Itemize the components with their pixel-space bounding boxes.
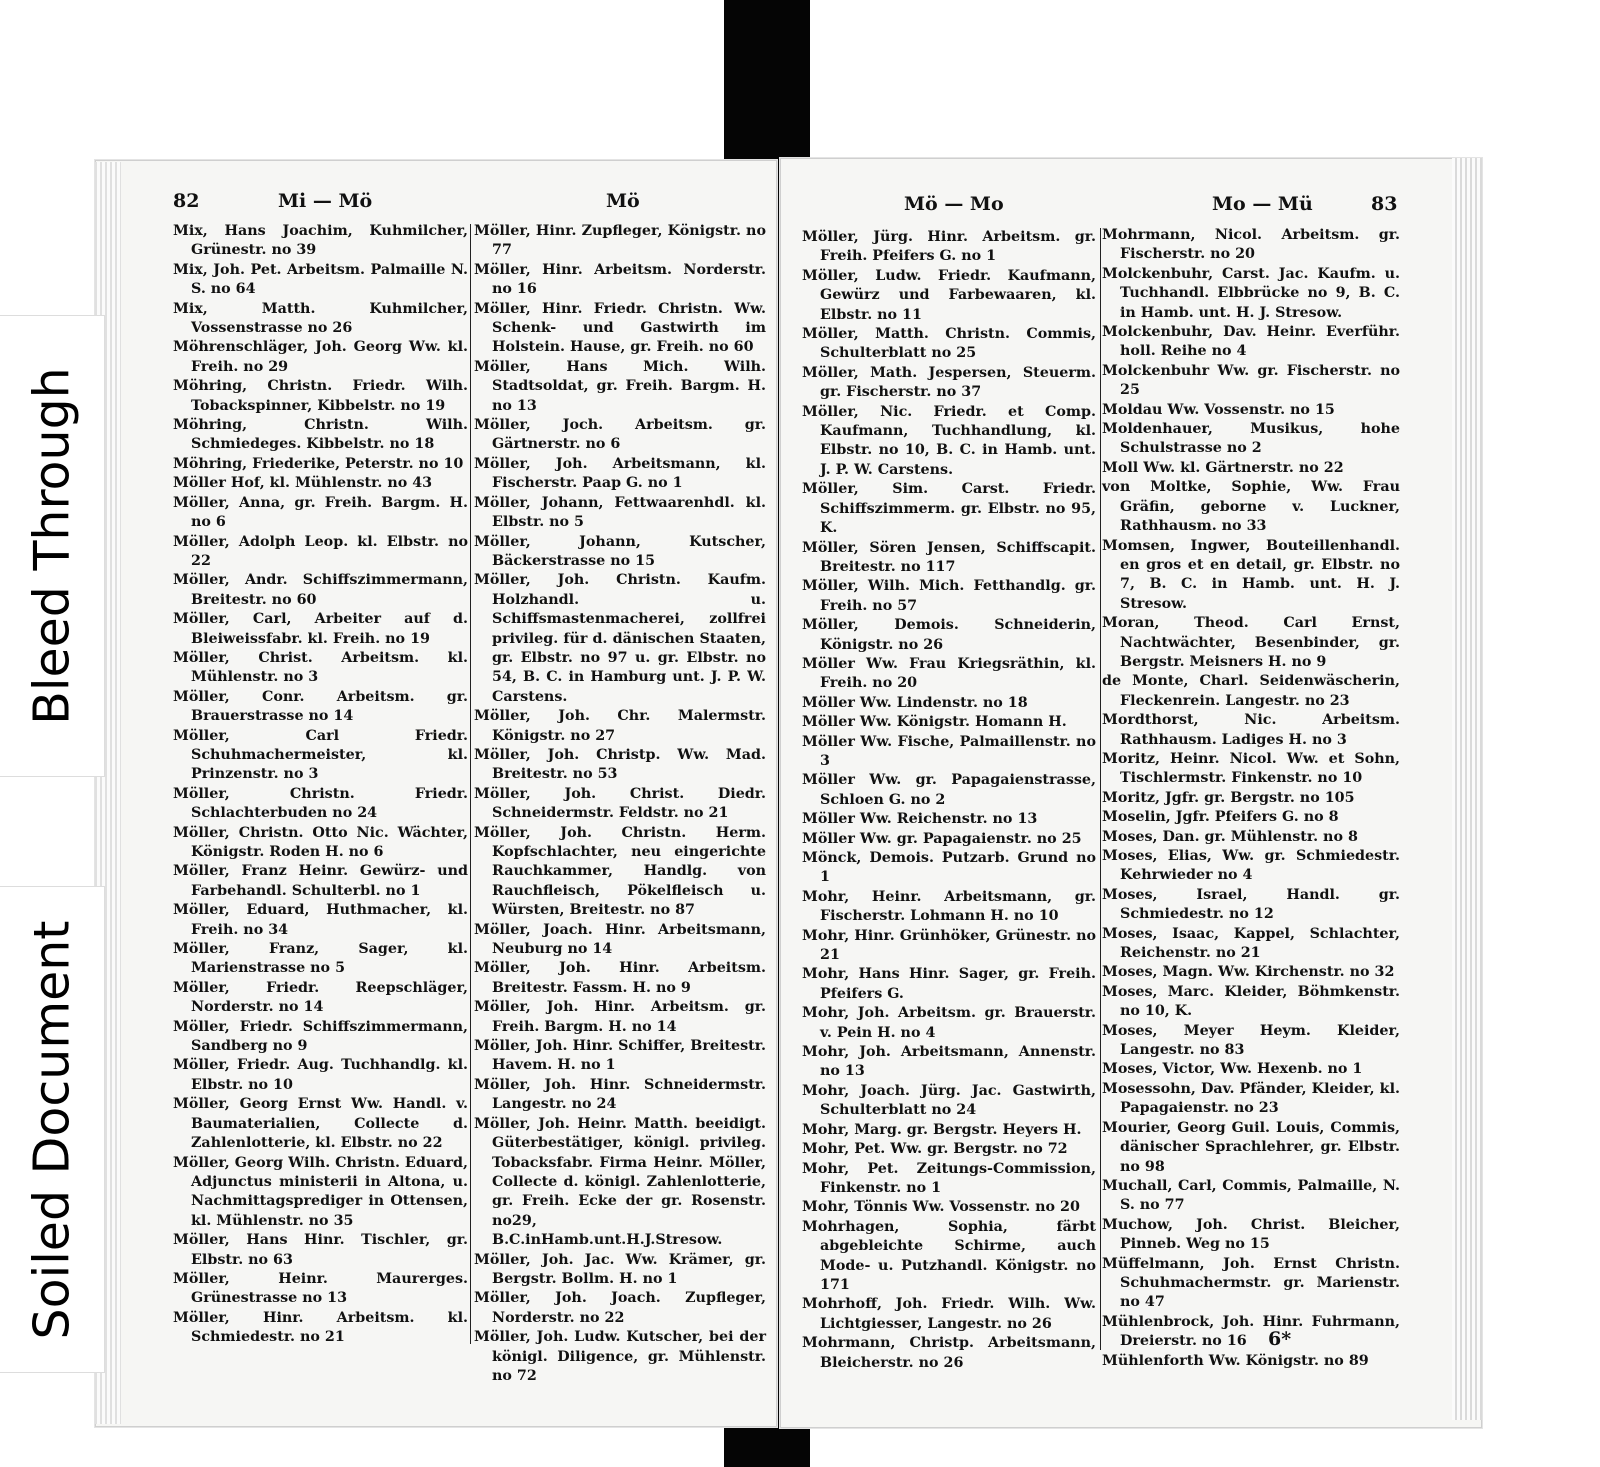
directory-entry: Möller, Franz, Sager, kl. Marienstrasse no 5 (173, 941, 468, 977)
directory-entry: Möller, Georg Ernst Ww. Handl. v. Baumaterialien, Collecte d. Zahlenlotterie, kl. Elbstr. no 22 (173, 1096, 468, 1152)
signature-mark: 6* (1268, 1328, 1292, 1350)
directory-entry: Möller, Carl, Arbeiter auf d. Bleiweissfabr. kl. Freih. no 19 (173, 611, 468, 647)
soiled-document-tag (0, 886, 105, 1373)
directory-entry: Mönck, Demois. Putzarb. Grund no 1 (802, 850, 1096, 886)
directory-entry: Möller, Joh. Christn. Herm. Kopfschlachter, neu eingerichte Rauchkammer, Handlg. von Rauchfleisch, Pökelfleisch u. Würsten, Breitestr. no 87 (474, 824, 766, 919)
directory-entry: Moses, Meyer Heym. Kleider, Langestr. no 83 (1102, 1022, 1400, 1059)
directory-entry: Möller, Christn. Otto Nic. Wächter, Königstr. Roden H. no 6 (173, 824, 468, 860)
directory-entry: Mix, Matth. Kuhmilcher, Vossenstrasse no 26 (173, 300, 468, 337)
directory-entry: Moses, Victor, Ww. Hexenb. no 1 (1102, 1061, 1363, 1078)
directory-entry: Möller, Carl Friedr. Schuhmachermeister, kl. Prinzenstr. no 3 (173, 727, 468, 783)
directory-entry: Möller, Joh. Christp. Ww. Mad. Breitestr. no 53 (474, 746, 766, 783)
directory-entry: Müffelmann, Joh. Ernst Christn. Schuhmachermstr. gr. Marienstr. no 47 (1102, 1255, 1400, 1311)
directory-entry: Möller, Hinr. Arbeitsm. kl. Schmiedestr. no 21 (173, 1309, 468, 1346)
directory-entry: Moses, Marc. Kleider, Böhmkenstr. no 10, K. (1102, 983, 1400, 1020)
directory-entry: Möller Ww. Königstr. Homann H. (802, 714, 1067, 731)
directory-entry: Momsen, Ingwer, Bouteillenhandl. en gros et en detail, gr. Elbstr. no 7, B. C. in Hamb. unt. H. J. Stresow. (1102, 537, 1400, 612)
directory-entry: Möller, Hans Hinr. Tischler, gr. Elbstr. no 63 (173, 1232, 468, 1268)
bleed-through-tag (0, 315, 105, 777)
directory-entry: Möller Ww. Fische, Palmaillenstr. no 3 (802, 733, 1096, 769)
directory-entry: Möller, Adolph Leop. kl. Elbstr. no 22 (173, 533, 468, 569)
directory-entry: Moses, Magn. Ww. Kirchenstr. no 32 (1102, 964, 1395, 981)
directory-entry: Möller, Sim. Carst. Friedr. Schiffszimmerm. gr. Elbstr. no 95, K. (802, 481, 1096, 537)
directory-entry: Moses, Israel, Handl. gr. Schmiedestr. no 12 (1102, 886, 1400, 923)
directory-entry: Möller, Joh. Heinr. Matth. beeidigt. Güterbestätiger, königl. privileg. Tobacksfabr. Firma Heinr. Möller, Collecte d. königl. Zahlenlotterie, gr. Freih. Ecke der gr. Rosenstr. no29, B.C.inHamb.unt.H.J.Stresow. (474, 1115, 766, 1249)
directory-entry: Mohr, Hans Hinr. Sager, gr. Freih. Pfeifers G. (802, 966, 1096, 1002)
directory-entry: Moses, Elias, Ww. gr. Schmiedestr. Kehrwieder no 4 (1102, 848, 1400, 884)
directory-entry: Möhrenschläger, Joh. Georg Ww. kl. Freih. no 29 (173, 339, 468, 375)
directory-entry: Möller, Ludw. Friedr. Kaufmann, Gewürz und Farbewaaren, kl. Elbstr. no 11 (802, 267, 1096, 323)
directory-entry: Möller, Joh. Christn. Kaufm. Holzhandl. u. Schiffsmastenmacherei, zollfrei privileg. für d. dänischen Staaten, gr. Elbstr. no 97 u. gr. Elbstr. no 54, B. C. in Hamburg unt. J. P. W. Carstens. (474, 572, 766, 705)
directory-entry: Muchall, Carl, Commis, Palmaille, N. S. no 77 (1102, 1177, 1400, 1214)
right-page-edge (1452, 158, 1482, 1420)
directory-entry: de Monte, Charl. Seidenwäscherin, Fleckenrein. Langestr. no 23 (1102, 673, 1400, 709)
directory-entry: Möller, Friedr. Aug. Tuchhandlg. kl. Elbstr. no 10 (173, 1057, 468, 1093)
directory-entry: Möller, Joh. Chr. Malermstr. Königstr. no 27 (474, 708, 766, 744)
directory-entry: Mohrmann, Nicol. Arbeitsm. gr. Fischerstr. no 20 (1102, 227, 1400, 263)
column-rule (1100, 228, 1101, 1350)
directory-entry: Möller, Joh. Hinr. Schneidermstr. Langestr. no 24 (474, 1076, 766, 1113)
directory-entry: Möller, Hinr. Arbeitsm. Norderstr. no 16 (474, 261, 766, 298)
directory-entry: Möller, Demois. Schneiderin, Königstr. no 26 (802, 617, 1096, 653)
left-header-range: Mi — Mö (278, 190, 373, 212)
directory-entry: Möller, Andr. Schiffszimmermann, Breitestr. no 60 (173, 572, 468, 608)
directory-entry: Möller Hof, kl. Mühlenstr. no 43 (173, 475, 433, 492)
directory-entry: Moselin, Jgfr. Pfeifers G. no 8 (1102, 809, 1339, 826)
directory-entry: Möller, Nic. Friedr. et Comp. Kaufmann, Tuchhandlung, kl. Elbstr. no 10, B. C. in Hamb. unt. J. P. W. Carstens. (802, 403, 1096, 478)
directory-entry: Muchow, Joh. Christ. Bleicher, Pinneb. Weg no 15 (1102, 1216, 1400, 1253)
directory-entry: Möller, Joh. Hinr. Arbeitsm. Breitestr. Fassm. H. no 9 (474, 960, 766, 996)
directory-entry: Mohr, Marg. gr. Bergstr. Heyers H. (802, 1121, 1082, 1138)
directory-entry: Möller, Heinr. Maurerges. Grünestrasse no 13 (173, 1270, 468, 1307)
right-column-1 (802, 228, 1096, 1373)
directory-entry: Mohr, Tönnis Ww. Vossenstr. no 20 (802, 1199, 1080, 1216)
directory-entry: Mordthorst, Nic. Arbeitsm. Rathhausm. Ladiges H. no 3 (1102, 712, 1400, 748)
directory-entry: Möller, Math. Jespersen, Steuerm. gr. Fischerstr. no 37 (802, 364, 1096, 401)
directory-entry: Moses, Isaac, Kappel, Schlachter, Reichenstr. no 21 (1102, 925, 1400, 962)
directory-entry: Möller, Wilh. Mich. Fetthandlg. gr. Freih. no 57 (802, 578, 1096, 614)
directory-entry: Mourier, Georg Guil. Louis, Commis, dänischer Sprachlehrer, gr. Elbstr. no 98 (1102, 1119, 1400, 1175)
column-rule (470, 224, 471, 1344)
directory-entry: Möller, Jürg. Hinr. Arbeitsm. gr. Freih. Pfeifers G. no 1 (802, 229, 1096, 265)
directory-entry: Mix, Hans Joachim, Kuhmilcher, Grünestr. no 39 (173, 223, 468, 259)
directory-entry: Möller, Joh. Joach. Zupfleger, Norderstr. no 22 (474, 1290, 766, 1326)
directory-entry: Möller, Conr. Arbeitsm. gr. Brauerstrasse no 14 (173, 688, 468, 725)
directory-entry: Möller, Johann, Fettwaarenhdl. kl. Elbstr. no 5 (474, 494, 766, 531)
directory-entry: Möller, Hinr. Zupfleger, Königstr. no 77 (474, 223, 766, 259)
directory-entry: Möller Ww. gr. Papagaienstr. no 25 (802, 830, 1082, 847)
directory-entry: Moldenhauer, Musikus, hohe Schulstrasse no 2 (1102, 421, 1400, 457)
directory-entry: Möller, Christn. Friedr. Schlachterbuden no 24 (173, 785, 468, 822)
directory-entry: Möller, Hinr. Friedr. Christn. Ww. Schenk- und Gastwirth im Holstein. Hause, gr. Freih. no 60 (474, 300, 766, 356)
right-column-2 (1102, 226, 1400, 1371)
right-page-number: 83 (1371, 193, 1398, 215)
left-column-1 (173, 222, 468, 1348)
directory-entry: Möller Ww. Lindenstr. no 18 (802, 694, 1028, 711)
directory-entry: Mosessohn, Dav. Pfänder, Kleider, kl. Papagaienstr. no 23 (1102, 1080, 1400, 1117)
directory-entry: Möller, Joh. Hinr. Schiffer, Breitestr. Havem. H. no 1 (474, 1038, 766, 1074)
left-page-number: 82 (173, 190, 200, 212)
directory-entry: Molckenbuhr, Dav. Heinr. Everführ. holl. Reihe no 4 (1102, 324, 1400, 360)
directory-entry: Möhring, Friederike, Peterstr. no 10 (173, 455, 464, 472)
directory-entry: Mühlenforth Ww. Königstr. no 89 (1102, 1352, 1369, 1369)
directory-entry: Möller Ww. Frau Kriegsräthin, kl. Freih. no 20 (802, 655, 1096, 692)
right-header-range: Mö — Mo (904, 193, 1004, 215)
directory-entry: Mohrhagen, Sophia, färbt abgebleichte Schirme, auch Mode- u. Putzhandl. Königstr. no 171 (802, 1218, 1096, 1293)
directory-entry: Möller, Friedr. Schiffszimmermann, Sandberg no 9 (173, 1018, 468, 1055)
directory-entry: Möller, Johann, Kutscher, Bäckerstrasse no 15 (474, 533, 766, 569)
directory-entry: Möller, Matth. Christn. Commis, Schulterblatt no 25 (802, 326, 1096, 362)
directory-entry: Mühlenbrock, Joh. Hinr. Fuhrmann, Dreierstr. no 16 (1102, 1313, 1400, 1350)
bleed-through-label: Bleed Through (23, 367, 81, 725)
directory-entry: Möller, Franz Heinr. Gewürz- und Farbehandl. Schulterbl. no 1 (173, 863, 468, 899)
directory-entry: Mohr, Joh. Arbeitsmann, Annenstr. no 13 (802, 1044, 1096, 1080)
directory-entry: Möller, Joch. Arbeitsm. gr. Gärtnerstr. no 6 (474, 417, 766, 453)
soiled-document-label: Soiled Document (23, 920, 81, 1339)
left-header-second: Mö (606, 190, 640, 212)
directory-entry: Möller, Hans Mich. Wilh. Stadtsoldat, gr. Freih. Bargm. H. no 13 (474, 358, 766, 414)
directory-entry: Möller, Joh. Hinr. Arbeitsm. gr. Freih. Bargm. H. no 14 (474, 999, 766, 1035)
directory-entry: Mohr, Joh. Arbeitsm. gr. Brauerstr. v. Pein H. no 4 (802, 1005, 1096, 1041)
directory-entry: Mohr, Hinr. Grünhöker, Grünestr. no 21 (802, 927, 1097, 964)
directory-entry: Moses, Dan. gr. Mühlenstr. no 8 (1102, 828, 1358, 845)
directory-entry: Mohrhoff, Joh. Friedr. Wilh. Ww. Lichtgiesser, Langestr. no 26 (802, 1296, 1096, 1332)
left-column-2 (474, 222, 766, 1386)
directory-entry: Mohr, Pet. Zeitungs-Commission, Finkenstr. no 1 (802, 1160, 1096, 1196)
directory-entry: Mohr, Heinr. Arbeitsmann, gr. Fischerstr. Lohmann H. no 10 (802, 888, 1096, 925)
directory-entry: Möller, Joh. Jac. Ww. Krämer, gr. Bergstr. Bollm. H. no 1 (474, 1251, 766, 1287)
directory-entry: Möller, Joach. Hinr. Arbeitsmann, Neuburg no 14 (474, 921, 766, 958)
right-header-second: Mo — Mü (1212, 193, 1313, 215)
directory-entry: Moritz, Heinr. Nicol. Ww. et Sohn, Tischlermstr. Finkenstr. no 10 (1102, 750, 1400, 787)
directory-entry: Möller, Eduard, Huthmacher, kl. Freih. no 34 (173, 902, 468, 938)
directory-entry: Möller, Friedr. Reepschläger, Norderstr. no 14 (173, 979, 468, 1016)
directory-entry: Molckenbuhr Ww. gr. Fischerstr. no 25 (1102, 362, 1400, 399)
directory-entry: Möhring, Christn. Wilh. Schmiedeges. Kibbelstr. no 18 (173, 417, 468, 453)
directory-entry: Moll Ww. kl. Gärtnerstr. no 22 (1102, 459, 1344, 476)
directory-entry: Moldau Ww. Vossenstr. no 15 (1102, 401, 1335, 418)
directory-entry: Möller Ww. Reichenstr. no 13 (802, 811, 1038, 828)
directory-entry: Möller, Sören Jensen, Schiffscapit. Breitestr. no 117 (802, 539, 1096, 575)
directory-entry: Möller, Christ. Arbeitsm. kl. Mühlenstr. no 3 (173, 649, 468, 686)
directory-entry: Molckenbuhr, Carst. Jac. Kaufm. u. Tuchhandl. Elbbrücke no 9, B. C. in Hamb. unt. H. J. Stresow. (1102, 265, 1400, 321)
directory-entry: Mohr, Joach. Jürg. Jac. Gastwirth, Schulterblatt no 24 (802, 1082, 1096, 1119)
directory-entry: Möller, Joh. Arbeitsmann, kl. Fischerstr. Paap G. no 1 (474, 455, 766, 492)
directory-entry: Möller, Anna, gr. Freih. Bargm. H. no 6 (173, 494, 468, 531)
directory-entry: von Moltke, Sophie, Ww. Frau Gräfin, geborne v. Luckner, Rathhausm. no 33 (1102, 479, 1400, 535)
directory-entry: Möller, Joh. Christ. Diedr. Schneidermstr. Feldstr. no 21 (474, 785, 766, 822)
directory-entry: Möller, Joh. Ludw. Kutscher, bei der königl. Diligence, gr. Mühlenstr. no 72 (474, 1329, 766, 1384)
directory-entry: Moritz, Jgfr. gr. Bergstr. no 105 (1102, 789, 1355, 806)
directory-entry: Möhring, Christn. Friedr. Wilh. Tobackspinner, Kibbelstr. no 19 (173, 378, 468, 414)
directory-entry: Moran, Theod. Carl Ernst, Nachtwächter, Besenbinder, gr. Bergstr. Meisners H. no 9 (1102, 615, 1400, 670)
directory-entry: Mohrmann, Christp. Arbeitsmann, Bleicherstr. no 26 (802, 1335, 1096, 1371)
directory-entry: Möller, Georg Wilh. Christn. Eduard, Adjunctus ministerii in Altona, u. Nachmittagsprediger in Ottensen, kl. Mühlenstr. no 35 (173, 1154, 468, 1229)
directory-entry: Möller Ww. gr. Papagaienstrasse, Schloen G. no 2 (802, 772, 1096, 808)
directory-entry: Mohr, Pet. Ww. gr. Bergstr. no 72 (802, 1141, 1068, 1158)
directory-entry: Mix, Joh. Pet. Arbeitsm. Palmaille N. S. no 64 (173, 261, 468, 298)
